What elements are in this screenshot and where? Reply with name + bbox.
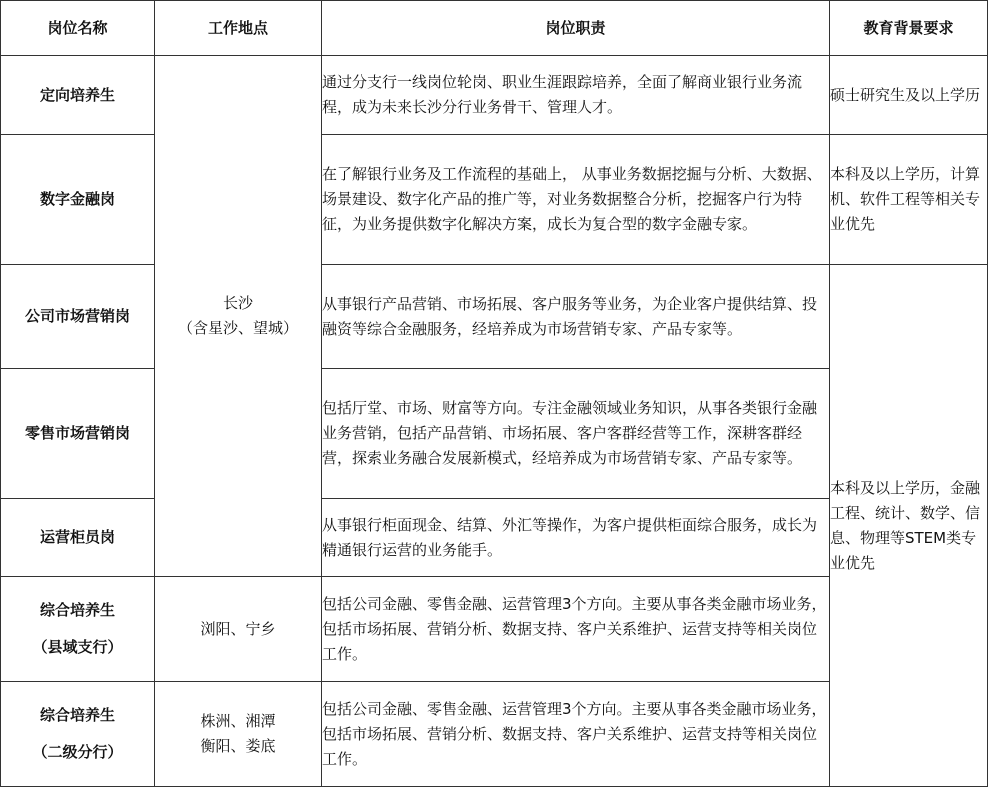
education-requirement: 本科及以上学历，计算机、软件工程等相关专业优先 [830, 135, 988, 265]
location-cities-2: 衡阳、娄底 [200, 737, 276, 755]
header-row [1, 1, 988, 56]
position-name-main: 综合培养生 [39, 706, 115, 724]
header-work-location: 工作地点 [155, 1, 322, 56]
position-name: 零售市场营销岗 [1, 369, 155, 499]
position-name: 运营柜员岗 [1, 499, 155, 577]
education-requirement: 硕士研究生及以上学历 [830, 56, 988, 135]
header-position-name: 岗位名称 [1, 1, 155, 56]
education-requirement-stem: 本科及以上学历，金融工程、统计、数学、信息、物理等STEM类专业优先 [830, 265, 988, 787]
header-responsibilities: 岗位职责 [322, 1, 830, 56]
position-duty: 包括公司金融、零售金融、运营管理3个方向。主要从事各类金融市场业务，包括市场拓展、营销分析、数据支持、客户关系维护、运营支持等相关岗位工作。 [322, 682, 830, 787]
position-name-branch: （县域支行） [32, 638, 123, 656]
position-duty: 通过分支行一线岗位轮岗、职业生涯跟踪培养，全面了解商业银行业务流程，成为未来长沙分行业务骨干、管理人才。 [322, 56, 830, 135]
work-location [155, 682, 322, 787]
header-education: 教育背景要求 [830, 1, 988, 56]
position-duty: 包括公司金融、零售金融、运营管理3个方向。主要从事各类金融市场业务，包括市场拓展、营销分析、数据支持、客户关系维护、运营支持等相关岗位工作。 [322, 577, 830, 682]
table-row [1, 56, 988, 135]
position-name-main: 综合培养生 [39, 601, 115, 619]
location-districts: （含星沙、望城） [177, 319, 298, 337]
position-name: 定向培养生 [1, 56, 155, 135]
table-row [1, 135, 988, 265]
location-cities-1: 株洲、湘潭 [200, 712, 276, 730]
table-row [1, 265, 988, 369]
work-location-changsha [155, 56, 322, 577]
position-duty: 从事银行产品营销、市场拓展、客户服务等业务，为企业客户提供结算、投融资等综合金融服务，经培养成为市场营销专家、产品专家等。 [322, 265, 830, 369]
location-city: 长沙 [222, 294, 253, 312]
position-duty: 在了解银行业务及工作流程的基础上， 从事业务数据挖掘与分析、大数据、场景建设、数字化产品的推广等，对业务数据整合分析，挖掘客户行为特征，为业务提供数字化解决方案，成长为复合型的数字金融专家。 [322, 135, 830, 265]
position-name: 数字金融岗 [1, 135, 155, 265]
position-duty: 包括厅堂、市场、财富等方向。专注金融领域业务知识，从事各类银行金融业务营销，包括产品营销、市场拓展、客户客群经营等工作，深耕客群经营，探索业务融合发展新模式，经培养成为市场营销专家、产品专家等。 [322, 369, 830, 499]
position-name: 公司市场营销岗 [1, 265, 155, 369]
position-duty: 从事银行柜面现金、结算、外汇等操作，为客户提供柜面综合服务，成长为精通银行运营的业务能手。 [322, 499, 830, 577]
position-name [1, 577, 155, 682]
work-location: 浏阳、宁乡 [155, 577, 322, 682]
position-name-branch: （二级分行） [32, 743, 123, 761]
position-name [1, 682, 155, 787]
